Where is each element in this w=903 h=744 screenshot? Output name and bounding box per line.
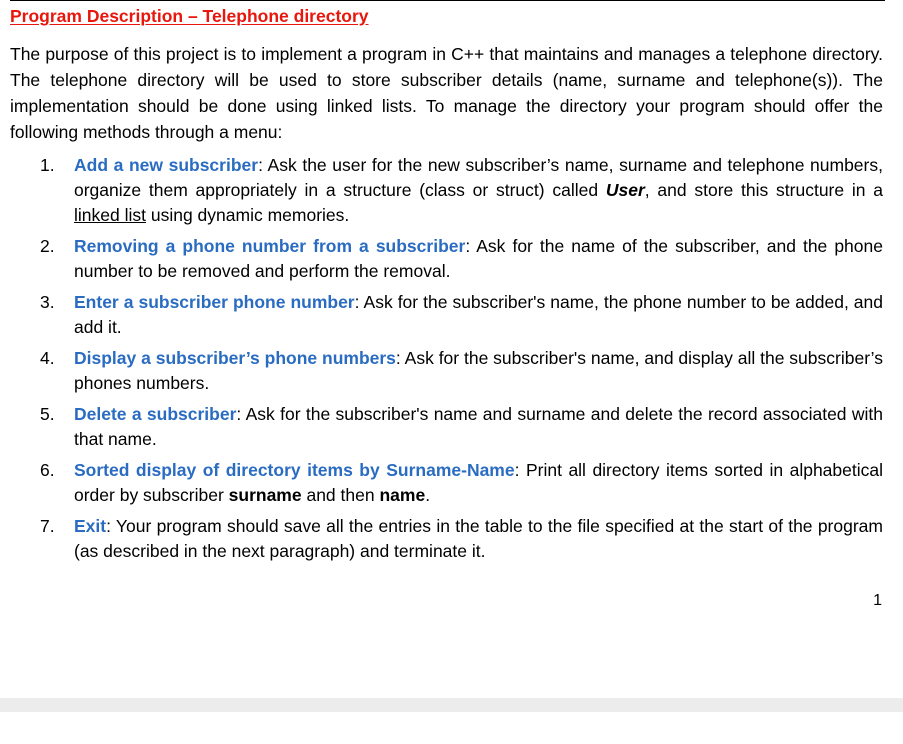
item-bold-text: surname (228, 485, 302, 505)
item-text: using dynamic memories. (145, 205, 350, 225)
item-title: Add a new subscriber (74, 155, 259, 175)
item-title: Display a subscriber’s phone numbers (74, 348, 396, 368)
item-title: Exit (74, 516, 107, 536)
list-item-sorted-display (0, 458, 883, 508)
list-item-display-phones (0, 346, 883, 396)
item-text: : Your program should save all the entries in the table to the file specified at the start of the program (as described in the next paragraph) and terminate it. (74, 516, 883, 561)
list-item-exit (0, 514, 883, 564)
item-number: 2. (40, 236, 55, 256)
item-text: . (425, 485, 431, 505)
top-rule (10, 0, 885, 1)
item-number: 4. (40, 348, 55, 368)
page-title: Program Description – Telephone directory (10, 6, 369, 26)
item-underlined-text: linked list (74, 205, 146, 225)
list-item-delete-subscriber (0, 402, 883, 452)
item-text: : Ask the user for the new subscriber’s name, surname and telephone numbers, organize them appropriately in a structure (class or struct) called (74, 155, 883, 200)
list-item-enter-phone (0, 290, 883, 340)
item-number: 6. (40, 460, 55, 480)
item-text: : Ask for the subscriber's name and surname and delete the record associated with that name. (74, 404, 883, 449)
menu-methods-list (0, 153, 903, 570)
page-gap-band (0, 698, 903, 712)
item-number: 1. (40, 155, 55, 175)
item-text: : Print all directory items sorted in alphabetical order by subscriber (74, 460, 883, 505)
item-text: : Ask for the subscriber's name, and display all the subscriber’s phones numbers. (74, 348, 884, 393)
item-text: : Ask for the subscriber's name, the phone number to be added, and add it. (74, 292, 884, 337)
list-item-remove-phone (0, 234, 883, 284)
item-title: Sorted display of directory items by Surname-Name (74, 460, 515, 480)
item-title: Removing a phone number from a subscriber (74, 236, 466, 256)
intro-paragraph: The purpose of this project is to implement a program in C++ that maintains and manages a telephone directory. The telephone directory will be used to store subscriber details (name, surname and telephone(s)). The implementation should be done using linked lists. To manage the directory your program should offer the following methods through a menu: (10, 44, 883, 142)
item-text: , and store this structure in a (644, 180, 883, 200)
next-page-area (0, 712, 903, 744)
item-number: 5. (40, 404, 55, 424)
item-number: 7. (40, 516, 55, 536)
list-item-add-subscriber (0, 153, 883, 228)
item-emphasis: User (605, 180, 645, 200)
item-text: : Ask for the name of the subscriber, and the phone number to be removed and perform the removal. (74, 236, 883, 281)
item-title: Enter a subscriber phone number (74, 292, 355, 312)
item-text: and then (301, 485, 380, 505)
page-number: 1 (873, 592, 882, 609)
item-title: Delete a subscriber (74, 404, 237, 424)
item-bold-text: name (379, 485, 426, 505)
item-number: 3. (40, 292, 55, 312)
